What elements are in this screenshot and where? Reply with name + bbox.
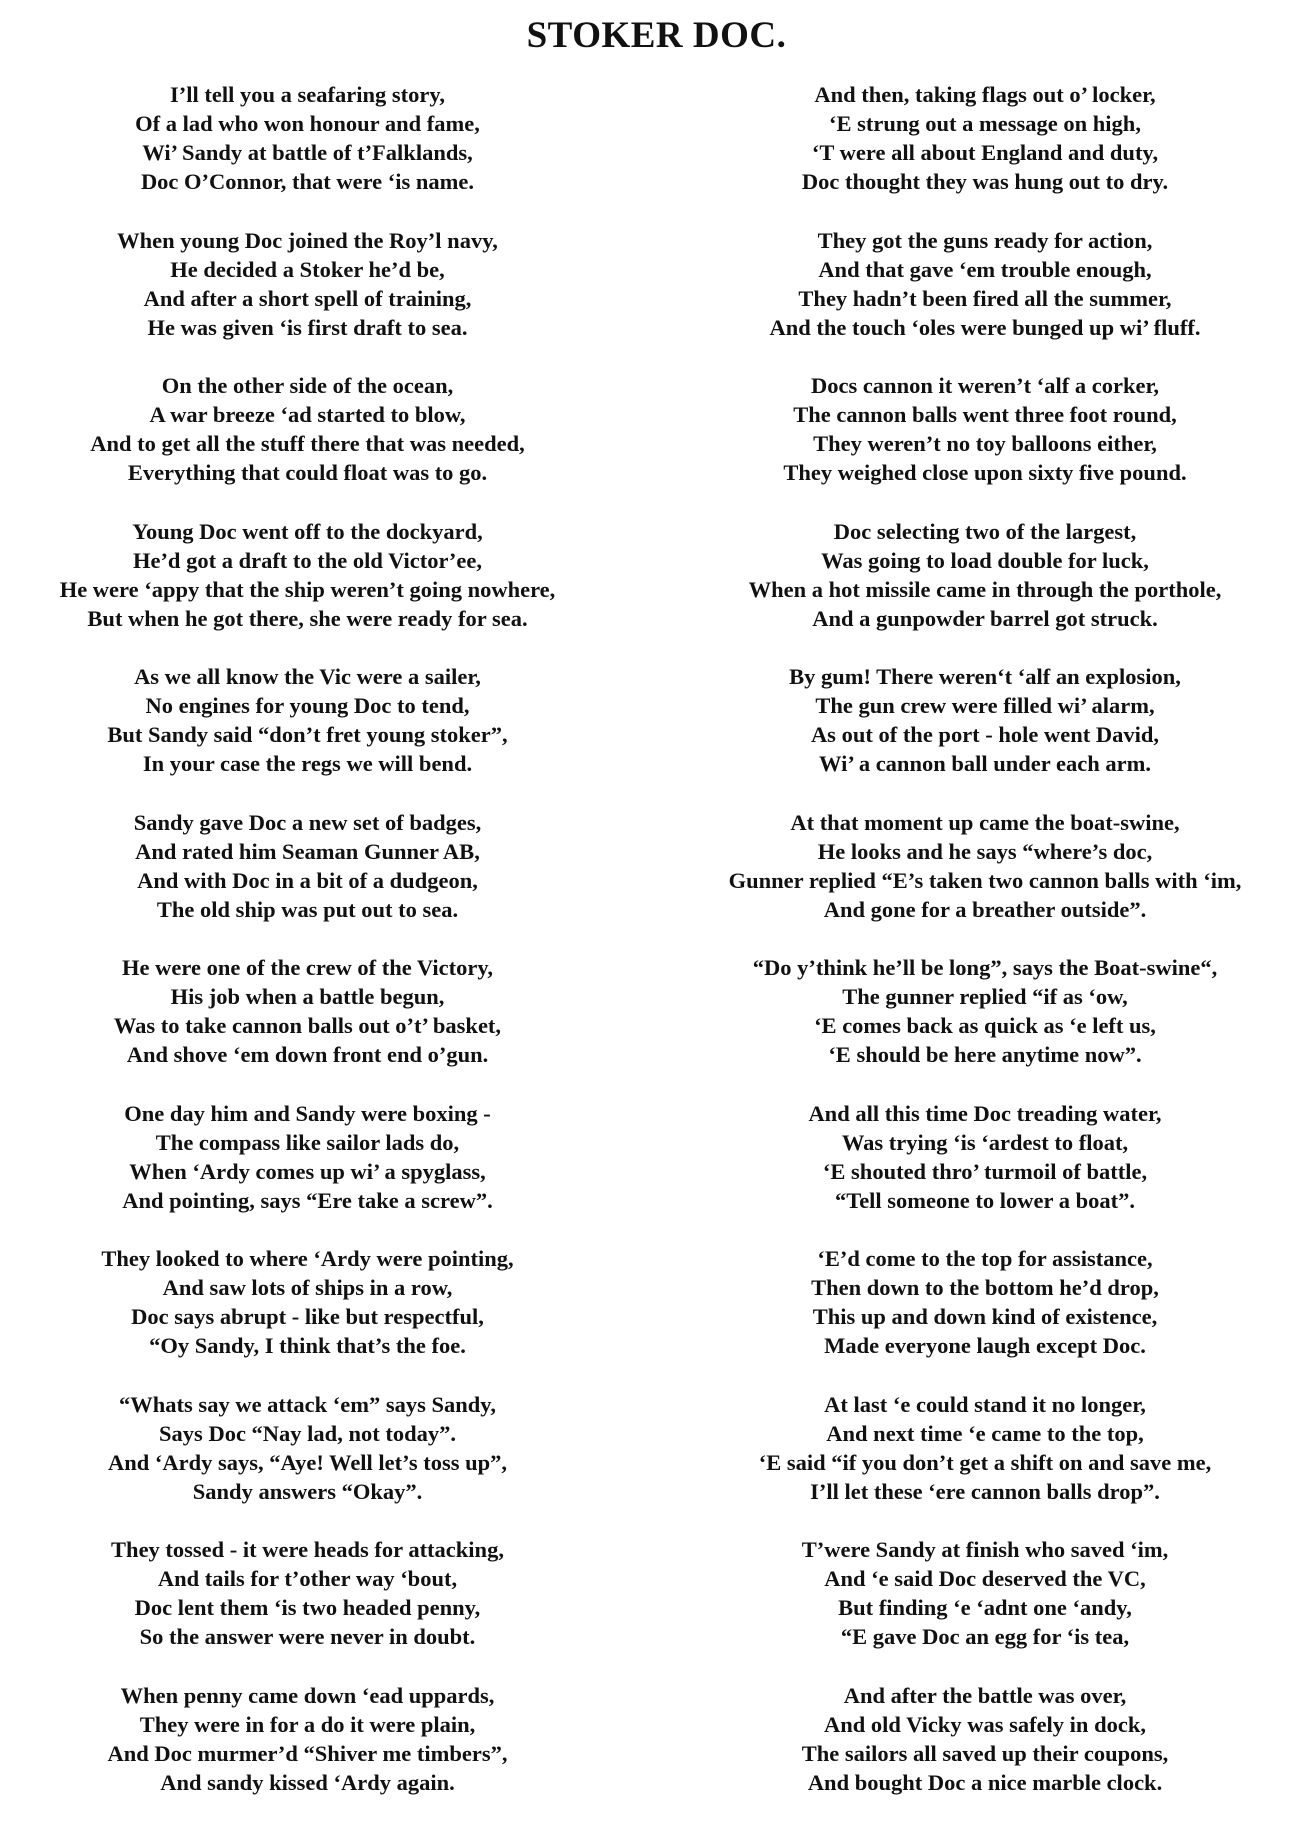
- poem-line: But finding ‘e ‘adnt one ‘andy,: [838, 1595, 1132, 1620]
- poem-line: Gunner replied “E’s taken two cannon balls with ‘im,: [728, 867, 1242, 893]
- stanza: [685, 1681, 1285, 1797]
- poem-line: Was to take cannon balls out o’t’ basket,: [113, 1013, 502, 1038]
- poem-line: And then, taking flags out o’ locker,: [814, 82, 1156, 107]
- stanza: [685, 662, 1285, 778]
- poem-line: Young Doc went off to the dockyard,: [132, 518, 483, 544]
- poem-line: They hadn’t been fired all the summer,: [798, 285, 1172, 311]
- poem-line: He was given ‘is first draft to sea.: [147, 314, 468, 340]
- poem-line: ‘E comes back as quick as ‘e left us,: [814, 1013, 1156, 1038]
- poem-line: Was trying ‘is ‘ardest to float,: [841, 1129, 1129, 1155]
- poem-line: And bought Doc a nice marble clock.: [807, 1769, 1163, 1795]
- stanza: [685, 1244, 1285, 1360]
- poem-line: And with Doc in a bit of a dudgeon,: [137, 867, 478, 893]
- poem-line: And shove ‘em down front end o’gun.: [126, 1042, 489, 1067]
- stanza: [20, 662, 595, 778]
- poem-line: And sandy kissed ‘Ardy again.: [160, 1769, 455, 1795]
- stanza: [685, 808, 1285, 924]
- stanza: [20, 1244, 595, 1360]
- poem-line: Doc says abrupt - like but respectful,: [131, 1304, 484, 1329]
- poem-line: The gunner replied “if as ‘ow,: [842, 984, 1128, 1009]
- stanza: [685, 953, 1285, 1069]
- poem-line: Everything that could float was to go.: [127, 460, 488, 485]
- poem-column-right: [685, 80, 1285, 1826]
- poem-line: At that moment up came the boat-swine,: [790, 809, 1180, 835]
- stanza: [20, 517, 595, 633]
- poem-line: But when he got there, she were ready for sea.: [87, 605, 528, 631]
- poem-line: And tails for t’other way ‘bout,: [157, 1566, 458, 1591]
- poem-line: And all this time Doc treading water,: [808, 1100, 1162, 1126]
- page-title: STOKER DOC.: [526, 15, 787, 56]
- poem-line: ‘E’d come to the top for assistance,: [817, 1246, 1153, 1271]
- stanza: [685, 80, 1285, 196]
- poem-line: Sandy gave Doc a new set of badges,: [133, 809, 482, 835]
- stanza: [20, 953, 595, 1069]
- poem-line: His job when a battle begun,: [170, 984, 445, 1009]
- poem-line: And ‘Ardy says, “Aye! Well let’s toss up”,: [108, 1449, 507, 1475]
- poem-line: Of a lad who won honour and fame,: [135, 111, 480, 136]
- poem-line: I’ll tell you a seafaring story,: [170, 82, 445, 107]
- poem-line: ‘T were all about England and duty,: [811, 140, 1159, 165]
- poem-line: And after the battle was over,: [843, 1682, 1127, 1708]
- poem-line: When penny came down ‘ead uppards,: [120, 1682, 495, 1708]
- poem-line: They were in for a do it were plain,: [139, 1711, 476, 1737]
- poem-line: T’were Sandy at finish who saved ‘im,: [801, 1537, 1169, 1562]
- poem-line: “Do y’think he’ll be long”, says the Boat-swine“,: [752, 955, 1218, 980]
- poem-line: At last ‘e could stand it no longer,: [824, 1391, 1146, 1417]
- poem-line: The old ship was put out to sea.: [156, 896, 459, 922]
- poem-line: As we all know the Vic were a sailer,: [134, 664, 481, 689]
- stanza: [20, 371, 595, 487]
- poem-line: Then down to the bottom he’d drop,: [811, 1275, 1159, 1300]
- poem-line: And to get all the stuff there that was needed,: [90, 431, 525, 456]
- poem-line: When a hot missile came in through the porthole,: [748, 576, 1222, 602]
- poem-line: Wi’ a cannon ball under each arm.: [819, 751, 1151, 776]
- poem-line: And rated him Seaman Gunner AB,: [135, 838, 480, 864]
- stanza: [20, 1099, 595, 1215]
- poem-line: “Whats say we attack ‘em” says Sandy,: [119, 1391, 496, 1417]
- stanza: [20, 80, 595, 196]
- poem-line: ‘E shouted thro’ turmoil of battle,: [822, 1158, 1148, 1184]
- poem-line: He decided a Stoker he’d be,: [170, 256, 445, 282]
- poem-line: Docs cannon it weren’t ‘alf a corker,: [810, 373, 1160, 398]
- poem-line: And the touch ‘oles were bunged up wi’ fluff.: [769, 314, 1201, 340]
- poem-line: He looks and he says “where’s doc,: [817, 838, 1153, 864]
- stanza: [685, 371, 1285, 487]
- poem-line: “E gave Doc an egg for ‘is tea,: [840, 1624, 1130, 1649]
- stanza: [685, 1099, 1285, 1215]
- poem-line: He were one of the crew of the Victory,: [122, 955, 493, 980]
- poem-line: On the other side of the ocean,: [161, 373, 454, 398]
- poem-line: Doc lent them ‘is two headed penny,: [134, 1595, 481, 1620]
- poem-line: And next time ‘e came to the top,: [826, 1420, 1144, 1446]
- stanza: [20, 1390, 595, 1506]
- stanza: [20, 808, 595, 924]
- poem-line: They weighed close upon sixty five pound.: [783, 460, 1187, 485]
- poem-line: When young Doc joined the Roy’l navy,: [117, 227, 498, 253]
- poem-line: As out of the port - hole went David,: [810, 722, 1160, 747]
- poem-line: But Sandy said “don’t fret young stoker”,: [107, 722, 508, 747]
- stanza: [685, 517, 1285, 633]
- poem-line: And ‘e said Doc deserved the VC,: [824, 1566, 1146, 1591]
- poem-line: And old Vicky was safely in dock,: [824, 1711, 1146, 1737]
- stanza: [20, 226, 595, 342]
- poem-line: And gone for a breather outside”.: [823, 896, 1147, 922]
- poem-line: They looked to where ‘Ardy were pointing,: [101, 1246, 514, 1271]
- poem-line: Doc selecting two of the largest,: [833, 518, 1137, 544]
- poem-line: A war breeze ‘ad started to blow,: [149, 402, 466, 427]
- poem-line: He were ‘appy that the ship weren’t going nowhere,: [59, 576, 556, 602]
- poem-line: No engines for young Doc to tend,: [145, 693, 470, 718]
- poem-line: Was going to load double for luck,: [821, 547, 1149, 573]
- poem-line: This up and down kind of existence,: [812, 1304, 1158, 1329]
- poem-line: When ‘Ardy comes up wi’ a spyglass,: [129, 1158, 486, 1184]
- poem-line: He’d got a draft to the old Victor’ee,: [132, 547, 483, 573]
- poem-line: I’ll let these ‘ere cannon balls drop”.: [810, 1478, 1160, 1504]
- poem-line: And Doc murmer’d “Shiver me timbers”,: [107, 1740, 508, 1766]
- stanza: [685, 1535, 1285, 1651]
- poem-line: The compass like sailor lads do,: [155, 1129, 460, 1155]
- poem-line: They tossed - it were heads for attacking,: [111, 1537, 504, 1562]
- poem-line: The gun crew were filled wi’ alarm,: [815, 693, 1155, 718]
- poem-line: “Oy Sandy, I think that’s the foe.: [149, 1333, 466, 1358]
- poem-line: Made everyone laugh except Doc.: [824, 1333, 1146, 1358]
- poem-line: Says Doc “Nay lad, not today”.: [159, 1420, 456, 1446]
- stanza: [685, 226, 1285, 342]
- poem-line: ‘E should be here anytime now”.: [828, 1042, 1142, 1067]
- poem-line: Wi’ Sandy at battle of t’Falklands,: [142, 140, 473, 165]
- stanza: [20, 1535, 595, 1651]
- poem-line: ‘E said “if you don’t get a shift on and save me,: [758, 1449, 1212, 1475]
- poem-line: Sandy answers “Okay”.: [192, 1478, 423, 1504]
- poem-line: ‘E strung out a message on high,: [829, 111, 1141, 136]
- poem-column-left: [20, 80, 595, 1826]
- poem-line: Doc thought they was hung out to dry.: [801, 169, 1169, 194]
- poem-line: They got the guns ready for action,: [817, 227, 1153, 253]
- poem-line: And that gave ‘em trouble enough,: [818, 256, 1152, 282]
- poem-line: They weren’t no toy balloons either,: [813, 431, 1157, 456]
- poem-line: By gum! There weren‘t ‘alf an explosion,: [789, 664, 1181, 689]
- poem-line: And pointing, says “Ere take a screw”.: [122, 1187, 493, 1213]
- poem-line: Doc O’Connor, that were ‘is name.: [140, 169, 475, 194]
- poem-line: “Tell someone to lower a boat”.: [835, 1187, 1135, 1213]
- poem-line: And a gunpowder barrel got struck.: [812, 605, 1158, 631]
- poem-line: So the answer were never in doubt.: [139, 1624, 476, 1649]
- poem-line: One day him and Sandy were boxing -: [124, 1100, 491, 1126]
- poem-line: The sailors all saved up their coupons,: [801, 1740, 1169, 1766]
- stanza: [20, 1681, 595, 1797]
- poem-line: And saw lots of ships in a row,: [162, 1275, 453, 1300]
- poem-line: And after a short spell of training,: [143, 285, 472, 311]
- stanza: [685, 1390, 1285, 1506]
- poem-line: The cannon balls went three foot round,: [793, 402, 1177, 427]
- poem-line: In your case the regs we will bend.: [142, 751, 473, 776]
